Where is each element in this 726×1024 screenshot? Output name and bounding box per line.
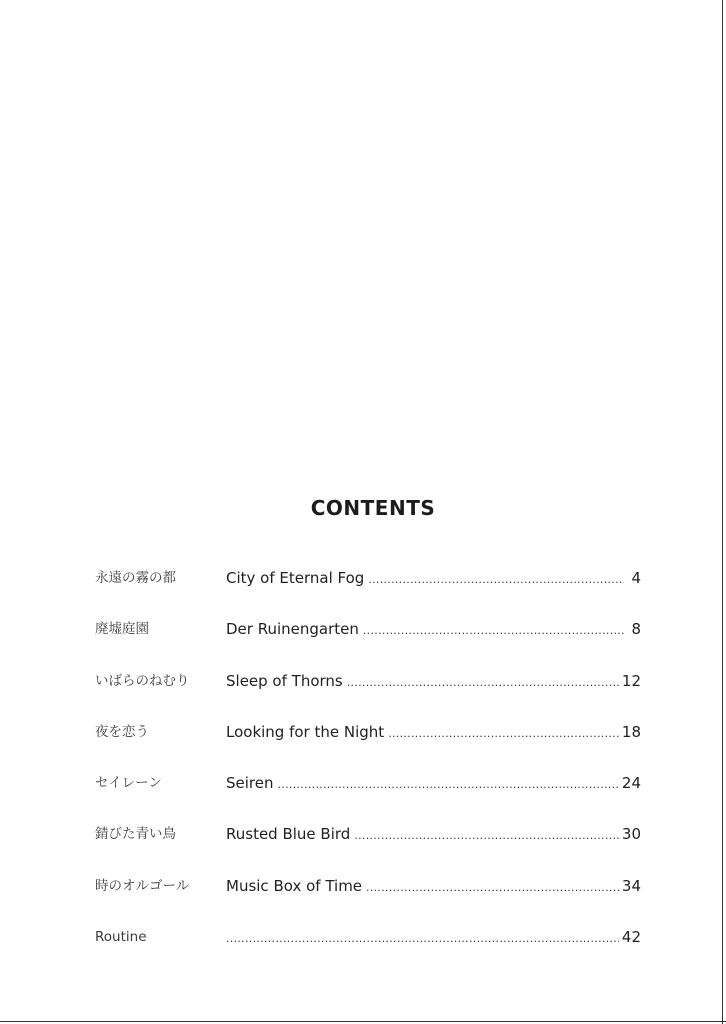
toc-entry-page-number: 24 (621, 774, 641, 793)
toc-entry-jp-title: 廃墟庭園 (95, 621, 149, 638)
dot-leader (366, 878, 619, 898)
toc-entry-jp-title: 夜を恋う (95, 723, 149, 740)
toc-entry-en-title: Der Ruinengarten (226, 620, 359, 639)
contents-title: CONTENTS (310, 496, 436, 520)
dot-leader (363, 621, 624, 641)
dot-leader (368, 570, 624, 590)
dot-leader (347, 673, 619, 693)
toc-entry-en-title: City of Eternal Fog (226, 569, 365, 587)
toc-entry-2[interactable] (95, 619, 641, 670)
dot-leader (226, 929, 619, 949)
toc-entry-jp-title: 時のオルゴール (95, 877, 190, 894)
toc-entry-en-title: Music Box of Time (226, 876, 363, 895)
toc-entry-page-number: 12 (621, 671, 641, 690)
toc-entry-en-title: Looking for the Night (226, 722, 385, 741)
toc-entry-4[interactable] (95, 722, 641, 773)
toc-entry-page-number: 18 (621, 722, 641, 741)
toc-entry-line (226, 773, 641, 795)
toc-entry-page-number: 34 (621, 876, 641, 895)
toc-entry-line (226, 824, 641, 846)
toc-entry-1[interactable] (95, 568, 641, 619)
toc-entry-page-number: 4 (631, 569, 641, 587)
toc-entry-line (226, 568, 641, 590)
toc-entry-8[interactable] (95, 927, 641, 978)
toc-entry-line (226, 927, 641, 949)
toc-entry-3[interactable] (95, 671, 641, 722)
toc-entry-line (226, 722, 641, 744)
page-edge-bottom (0, 1021, 726, 1022)
toc-entry-jp-title: 錆びた青い鳥 (95, 826, 176, 843)
toc-entry-page-number: 30 (621, 825, 641, 844)
toc-entry-line (226, 671, 641, 693)
toc-entry-page-number: 8 (631, 620, 641, 639)
toc-entry-line (226, 619, 641, 641)
dot-leader (354, 826, 619, 846)
toc-entry-en-title: Sleep of Thorns (226, 671, 343, 690)
toc-entry-5[interactable] (95, 773, 641, 824)
toc-entry-6[interactable] (95, 824, 641, 875)
table-of-contents (95, 568, 641, 978)
toc-entry-jp-title: Routine (95, 929, 147, 946)
toc-entry-page-number: 42 (621, 928, 641, 947)
dot-leader (388, 724, 619, 744)
toc-entry-en-title: Rusted Blue Bird (226, 825, 351, 844)
toc-entry-jp-title: いばらのねむり (95, 672, 190, 689)
toc-entry-jp-title: セイレーン (95, 775, 162, 792)
toc-entry-line (226, 876, 641, 898)
toc-entry-jp-title: 永遠の霧の都 (95, 570, 176, 586)
dot-leader (278, 775, 619, 795)
toc-entry-7[interactable] (95, 876, 641, 927)
toc-entry-en-title: Seiren (226, 774, 274, 793)
